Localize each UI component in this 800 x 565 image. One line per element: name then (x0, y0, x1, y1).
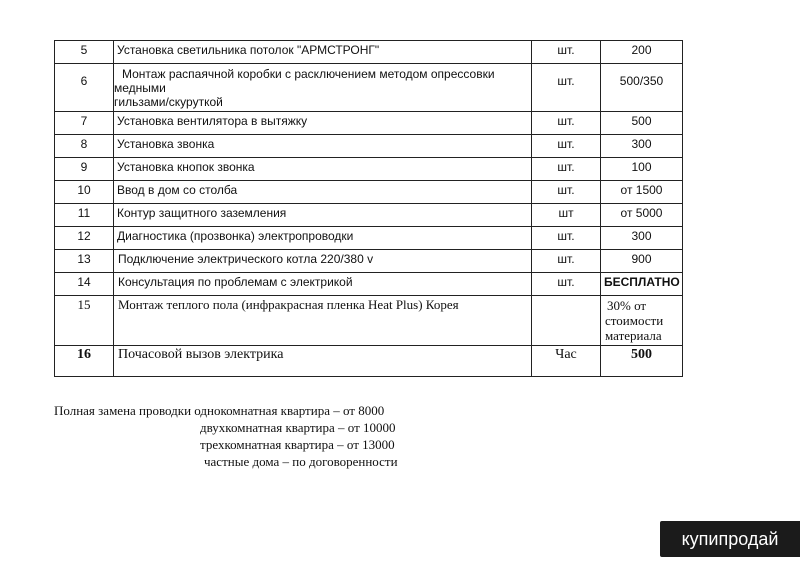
note-one-room: Полная замена проводки однокомнатная квартира – от 8000 (54, 403, 385, 418)
service-name: Монтаж теплого пола (инфракрасная пленка Heat Plus) Корея (114, 296, 532, 346)
note-two-room: двухкомнатная квартира – от 10000 (200, 420, 396, 435)
price-cell: 100 (601, 158, 683, 181)
price-cell: 500 (601, 346, 683, 377)
price-cell: БЕСПЛАТНО (601, 273, 683, 296)
service-name-line1: Монтаж распаячной коробки с расключением методом опрессовки медными (114, 67, 495, 95)
row-number: 15 (55, 296, 114, 346)
price-cell: 300 (601, 135, 683, 158)
table-row (55, 273, 683, 296)
table-row (55, 135, 683, 158)
row-number: 8 (55, 135, 114, 158)
row-number: 7 (55, 112, 114, 135)
price-cell: 300 (601, 227, 683, 250)
row-number: 6 (55, 64, 114, 112)
row-number: 14 (55, 273, 114, 296)
service-name: Установка светильника потолок "АРМСТРОНГ" (114, 41, 532, 64)
service-name: Почасовой вызов электрика (114, 346, 532, 377)
service-name: Консультация по проблемам с электрикой (114, 273, 532, 296)
price-cell (601, 296, 683, 346)
table-row (55, 181, 683, 204)
service-name: Ввод в дом со столба (114, 181, 532, 204)
unit-cell: шт. (532, 227, 601, 250)
row-number: 12 (55, 227, 114, 250)
price-cell: 500/350 (601, 64, 683, 112)
unit-cell: шт. (532, 112, 601, 135)
price-line3: материала (605, 328, 662, 343)
row-number: 16 (55, 346, 114, 377)
row-number: 13 (55, 250, 114, 273)
price-cell: от 1500 (601, 181, 683, 204)
service-name: Установка кнопок звонка (114, 158, 532, 181)
service-name: Подключение электрического котла 220/380 v (114, 250, 532, 273)
row-number: 11 (55, 204, 114, 227)
unit-cell (532, 296, 601, 346)
row-number: 10 (55, 181, 114, 204)
note-three-room: трехкомнатная квартира – от 13000 (200, 437, 395, 452)
price-cell: от 5000 (601, 204, 683, 227)
table-row (55, 204, 683, 227)
price-line1: 30% от (607, 298, 647, 313)
price-table (54, 40, 683, 377)
unit-cell: шт. (532, 64, 601, 112)
unit-cell: шт. (532, 158, 601, 181)
table-row (55, 112, 683, 135)
table-row (55, 250, 683, 273)
row-number: 9 (55, 158, 114, 181)
watermark-logo: купипродай (660, 521, 800, 557)
price-cell: 200 (601, 41, 683, 64)
table-row (55, 158, 683, 181)
service-name (114, 64, 532, 112)
price-cell: 900 (601, 250, 683, 273)
unit-cell: шт (532, 204, 601, 227)
service-name: Контур защитного заземления (114, 204, 532, 227)
service-name: Установка вентилятора в вытяжку (114, 112, 532, 135)
unit-cell: шт. (532, 273, 601, 296)
table-row (55, 41, 683, 64)
wiring-replacement-notes (54, 402, 398, 470)
service-name: Установка звонка (114, 135, 532, 158)
service-name: Диагностика (прозвонка) электропроводки (114, 227, 532, 250)
row-number: 5 (55, 41, 114, 64)
price-cell: 500 (601, 112, 683, 135)
unit-cell: Час (532, 346, 601, 377)
note-private-houses: частные дома – по договоренности (204, 454, 398, 469)
unit-cell: шт. (532, 181, 601, 204)
table-row (55, 64, 683, 112)
service-name-line2: гильзами/скуруткой (114, 95, 223, 109)
table-row (55, 346, 683, 377)
unit-cell: шт. (532, 135, 601, 158)
unit-cell: шт. (532, 41, 601, 64)
table-row (55, 227, 683, 250)
table-row (55, 296, 683, 346)
price-line2: стоимости (605, 313, 664, 328)
unit-cell: шт. (532, 250, 601, 273)
